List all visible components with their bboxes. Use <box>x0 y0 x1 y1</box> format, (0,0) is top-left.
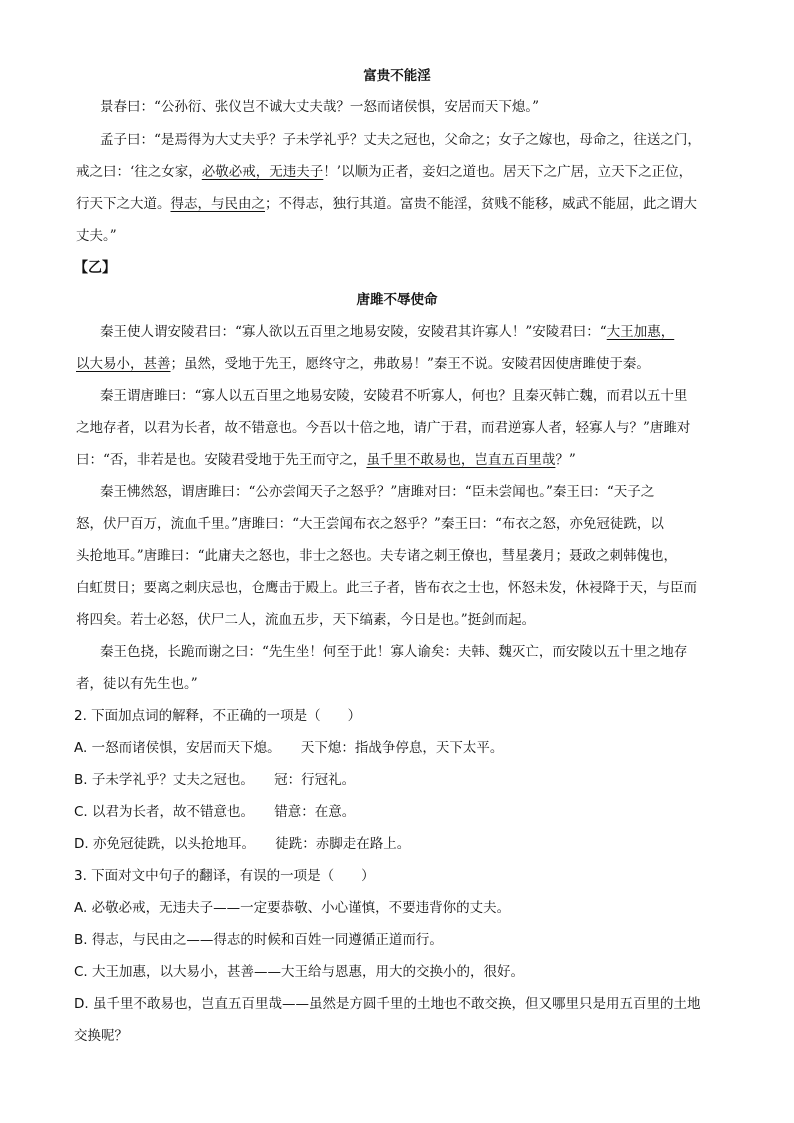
text-segment: ；虽然，受地于先王，愿终守之，弗敢易！”秦王不说。安陵君因使唐雎使于秦。 <box>170 356 650 372</box>
passage-jia-paragraph-1: 景春曰：“公孙衍、张仪岂不诚大丈夫哉？一怒而诸侯惧，安居而天下熄。” <box>100 99 540 115</box>
passage-yi-paragraph-3-line-3: 头抢地耳。”唐雎曰：“此庸夫之怒也，非士之怒也。夫专诸之刺王僚也，彗星袭月；聂政之刺韩傀也， <box>76 548 678 564</box>
passage-yi-paragraph-4-line-2: 者，徒以有先生也。” <box>76 676 198 692</box>
underlined-phrase: 虽千里不敢易也，岂直五百里哉 <box>366 452 556 468</box>
question-3-option-b: B. 得志，与民由之——得志的时候和百姓一同遵循正道而行。 <box>74 932 443 948</box>
question-2-option-c: C. 以君为长者，故不错意也。 错意：在意。 <box>74 804 356 820</box>
text-segment: 曰：“否，非若是也。安陵君受地于先王而守之， <box>76 452 367 468</box>
passage-jia-paragraph-2-line-3 <box>76 194 697 214</box>
underlined-phrase: 以大易小，甚善 <box>76 356 171 372</box>
passage-jia-paragraph-2-line-1: 孟子曰：“是焉得为大丈夫乎？子未学礼乎？丈夫之冠也，父命之；女子之嫁也，母命之，往送之门， <box>100 132 701 148</box>
passage-yi-paragraph-3-line-2: 怒，伏尸百万，流血千里。”唐雎曰：“大王尝闻布衣之怒乎？”秦王曰：“布衣之怒，亦免冠徒跣，以 <box>76 516 664 532</box>
text-segment: 戒之曰：‘往之女家， <box>76 164 202 180</box>
underlined-phrase: 必敬必戒，无违夫子 <box>201 164 324 180</box>
text-segment: ；不得志，独行其道。富贵不能淫，贫贱不能移，威武不能屈，此之谓大 <box>265 196 697 212</box>
text-segment: ！’以顺为正者，妾妇之道也。居天下之广居，立天下之正位， <box>323 164 693 180</box>
question-3-option-d-line-1: D. 虽千里不敢易也，岂直五百里哉——虽然是方圆千里的土地也不敢交换，但又哪里只是用五百里的土地 <box>74 996 701 1012</box>
passage-yi-paragraph-2-line-3 <box>76 450 576 470</box>
section-label-yi: 【乙】 <box>74 260 116 276</box>
text-segment: ？” <box>555 452 576 468</box>
passage-jia-title: 富贵不能淫 <box>363 68 431 84</box>
passage-yi-paragraph-2-line-1: 秦王谓唐雎曰：“寡人以五百里之地易安陵，安陵君不听寡人，何也？且秦灭韩亡魏，而君以五十里 <box>100 388 688 404</box>
passage-yi-paragraph-3-line-4: 白虹贯日；要离之刺庆忌也，仓鹰击于殿上。此三子者，皆布衣之士也，怀怒未发，休祲降于天，与臣而 <box>76 580 697 596</box>
passage-yi-title: 唐雎不辱使命 <box>356 292 438 308</box>
passage-yi-paragraph-4-line-1: 秦王色挠，长跪而谢之曰：“先生坐！何至于此！寡人谕矣：夫韩、魏灭亡，而安陵以五十里之地存 <box>100 644 688 660</box>
question-2-stem: 2. 下面加点词的解释，不正确的一项是（ ） <box>74 708 362 724</box>
question-3-option-a: A. 必敬必戒，无违夫子——一定要恭敬、小心谨慎，不要违背你的丈夫。 <box>74 900 511 916</box>
question-2-option-a: A. 一怒而诸侯惧，安居而天下熄。 天下熄：指战争停息，天下太平。 <box>74 740 504 756</box>
text-segment: 秦王使人谓安陵君曰：“寡人欲以五百里之地易安陵，安陵君其许寡人！”安陵君曰：“ <box>100 324 607 340</box>
passage-yi-paragraph-1-line-1 <box>100 322 674 342</box>
question-3-option-c: C. 大王加惠，以大易小，甚善——大王给与恩惠，用大的交换小的，很好。 <box>74 964 525 980</box>
question-3-stem: 3. 下面对文中句子的翻译，有误的一项是（ ） <box>74 868 375 884</box>
question-2-option-b: B. 子未学礼乎？丈夫之冠也。 冠：行冠礼。 <box>74 772 356 788</box>
passage-yi-paragraph-3-line-5: 将四矣。若士必怒，伏尸二人，流血五步，天下缟素，今日是也。”挺剑而起。 <box>76 612 536 628</box>
question-2-option-d: D. 亦免冠徒跣，以头抢地耳。 徒跣：赤脚走在路上。 <box>74 836 411 852</box>
text-segment: 行天下之大道。 <box>76 196 171 212</box>
underlined-phrase: 大王加惠， <box>606 324 675 340</box>
passage-jia-paragraph-2-line-4: 丈夫。” <box>76 228 117 244</box>
passage-yi-paragraph-2-line-2: 之地存者，以君为长者，故不错意也。今吾以十倍之地，请广于君，而君逆寡人者，轻寡人与？”唐雎对 <box>76 420 691 436</box>
passage-jia-paragraph-2-line-2 <box>76 162 692 182</box>
passage-yi-paragraph-3-line-1: 秦王怫然怒，谓唐雎曰：“公亦尝闻天子之怒乎？”唐雎对曰：“臣未尝闻也。”秦王曰：“天子之 <box>100 484 655 500</box>
passage-yi-paragraph-1-line-2 <box>76 354 650 374</box>
question-3-option-d-line-2: 交换呢？ <box>74 1028 128 1044</box>
underlined-phrase: 得志，与民由之 <box>170 196 265 212</box>
